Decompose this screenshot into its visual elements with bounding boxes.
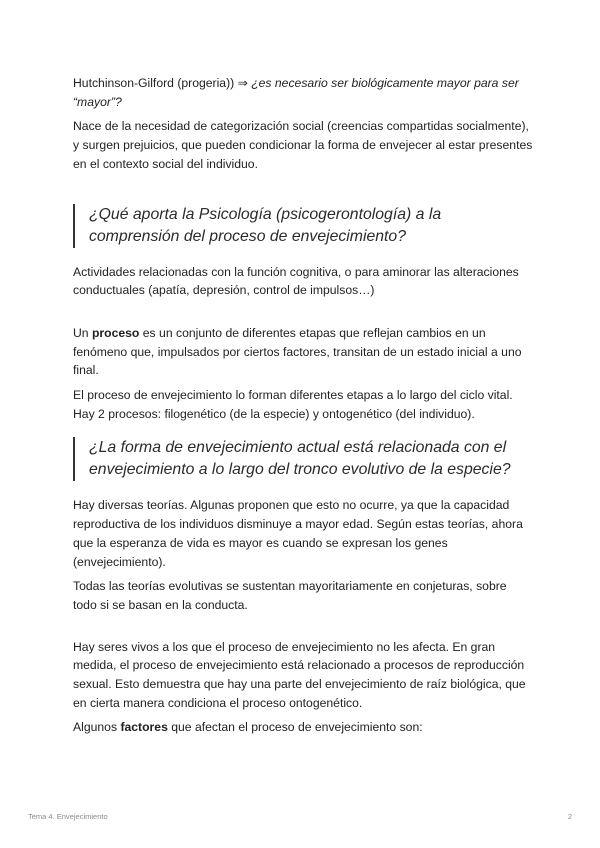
theories-paragraph: Hay diversas teorías. Algunas proponen que esto no ocurre, ya que la capacidad reproductiva de los individuos disminuye a mayor edad. Según estas teorías, ahora que la esperanza de vida es mayor es cuando se expresan los genes (envejecimiento).: [73, 498, 523, 569]
question-2-line-1: ¿La forma de envejecimiento actual está relacionada con el: [89, 439, 507, 457]
intro-paragraph: [73, 74, 533, 111]
conjectures-paragraph: Todas las teorías evolutivas se sustentan mayoritariamente en conjeturas, sobre todo si se basan en la conducta.: [73, 579, 507, 612]
process-post: es un conjunto de diferentes etapas que reflejan cambios en un fenómeno que, impulsados por ciertos factores, transitan de un estado inicial a uno final.: [73, 325, 522, 378]
question-1-line-1: ¿Qué aporta la Psicología (psicogerontología) a la: [89, 205, 442, 223]
process-term: proceso: [91, 325, 140, 340]
factors-term: factores: [120, 720, 168, 735]
question-heading-2: [73, 437, 533, 481]
page-number: 2: [567, 812, 572, 821]
activities-paragraph: Actividades relacionadas con la función cognitiva, o para aminorar las alteraciones conductuales (apatía, depresión, control de impulsos…): [73, 264, 519, 298]
stages-paragraph: El proceso de envejecimiento lo forman diferentes etapas a lo largo del ciclo vital. Hay 2 procesos: filogenético (de la especie) y ontogenético (del individuo).: [73, 388, 513, 421]
question-heading-1: [73, 204, 533, 248]
intro-question: ¿es necesario ser biológicamente mayor para ser “mayor”?: [73, 76, 519, 109]
intro-text: Hutchinson-Gilford (progeria)) ⇒: [73, 76, 252, 90]
process-pre: Un: [73, 325, 92, 340]
page-footer: [28, 812, 572, 821]
page-content: [73, 74, 533, 737]
factors-paragraph: [73, 718, 533, 737]
question-2-line-2: envejecimiento a lo largo del tronco evolutivo de la especie?: [89, 461, 511, 479]
footer-title: Tema 4. Envejecimiento: [28, 812, 108, 821]
social-paragraph: Nace de la necesidad de categorización social (creencias compartidas socialmente), y surgen prejuicios, que pueden condicionar la forma de envejecer al estar presentes en el contexto social del individuo.: [73, 119, 533, 171]
process-definition-paragraph: [73, 324, 533, 380]
living-beings-paragraph: Hay seres vivos a los que el proceso de envejecimiento no les afecta. En gran medida, el proceso de envejecimiento está relacionado a procesos de reproducción sexual. Esto demuestra que hay una parte del envejecimiento de raíz biológica, que en cierta manera condiciona el proceso ontogenético.: [73, 639, 526, 710]
factors-pre: Algunos: [73, 720, 121, 735]
factors-post: que afectan el proceso de envejecimiento son:: [167, 720, 423, 735]
question-1-line-2: comprensión del proceso de envejecimiento?: [89, 227, 407, 245]
